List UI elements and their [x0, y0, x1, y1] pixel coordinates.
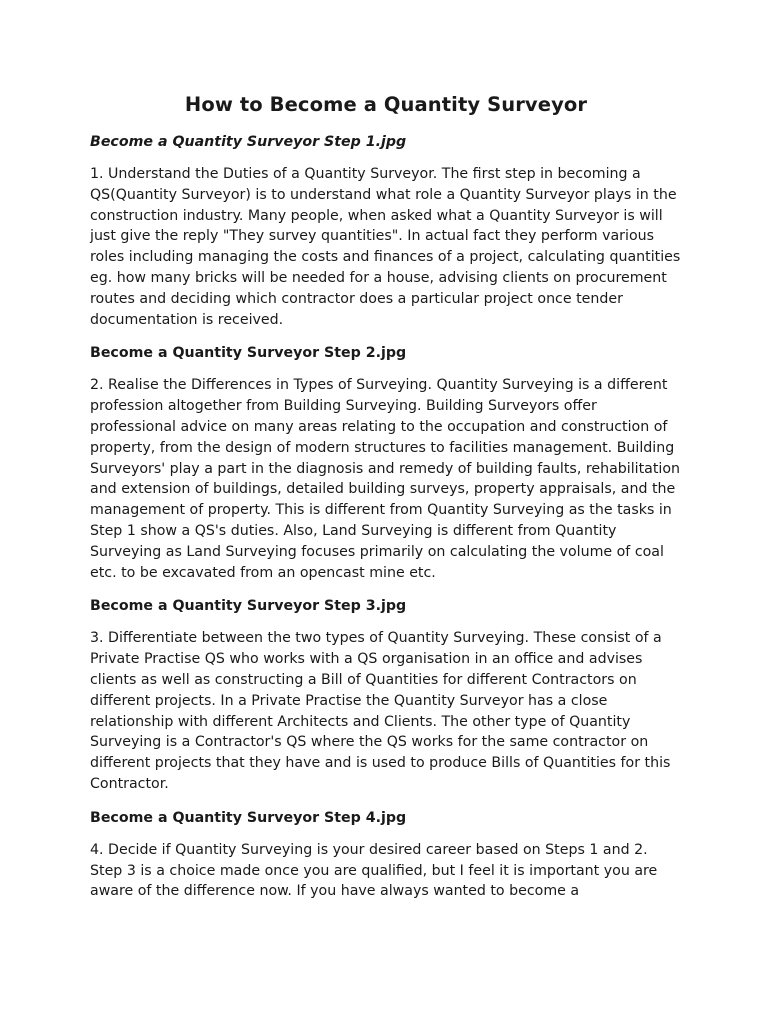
document-page	[90, 92, 682, 915]
step-3-paragraph: 3. Differentiate between the two types of Quantity Surveying. These consist of a Private Practise QS who works with a QS organisation in an office and advises clients as well as constructing a Bill of Quantities for different Contractors on different projects. In a Private Practise the Quantity Surveyor has a close relationship with different Architects and Clients. The other type of Quantity Surveying is a Contractor's QS where the QS works for the same contractor on different projects that they have and is used to produce Bills of Quantities for this Contractor.	[90, 630, 671, 792]
step-4-heading: Become a Quantity Surveyor Step 4.jpg	[90, 809, 407, 826]
step-4-paragraph: 4. Decide if Quantity Surveying is your desired career based on Steps 1 and 2. Step 3 is a choice made once you are qualified, but I feel it is important you are aware of the difference now. If you have always wanted to become a	[90, 841, 658, 900]
step-1-paragraph: 1. Understand the Duties of a Quantity Surveyor. The first step in becoming a QS(Quantity Surveyor) is to understand what role a Quantity Surveyor plays in the construction industry. Many people, when asked what a Quantity Surveyor is will just give the reply "They survey quantities". In actual fact they perform various roles including managing the costs and finances of a project, calculating quantities eg. how many bricks will be needed for a house, advising clients on procurement routes and deciding which contractor does a particular project once tender documentation is received.	[90, 166, 681, 328]
document-title: How to Become a Quantity Surveyor	[184, 93, 588, 116]
step-1-heading: Become a Quantity Surveyor Step 1.jpg	[90, 134, 407, 150]
step-3-heading: Become a Quantity Surveyor Step 3.jpg	[90, 598, 407, 615]
step-2-paragraph: 2. Realise the Differences in Types of Surveying. Quantity Surveying is a different profession altogether from Building Surveying. Building Surveyors offer professional advice on many areas relating to the occupation and construction of property, from the design of modern structures to facilities management. Building Surveyors' play a part in the diagnosis and remedy of building faults, rehabilitation and extension of buildings, detailed building surveys, property appraisals, and the management of property. This is different from Quantity Surveying as the tasks in Step 1 show a QS's duties. Also, Land Surveying is different from Quantity Surveying as Land Surveying focuses primarily on calculating the volume of coal etc. to be excavated from an opencast mine etc.	[90, 377, 681, 581]
step-2-heading: Become a Quantity Surveyor Step 2.jpg	[90, 345, 407, 362]
